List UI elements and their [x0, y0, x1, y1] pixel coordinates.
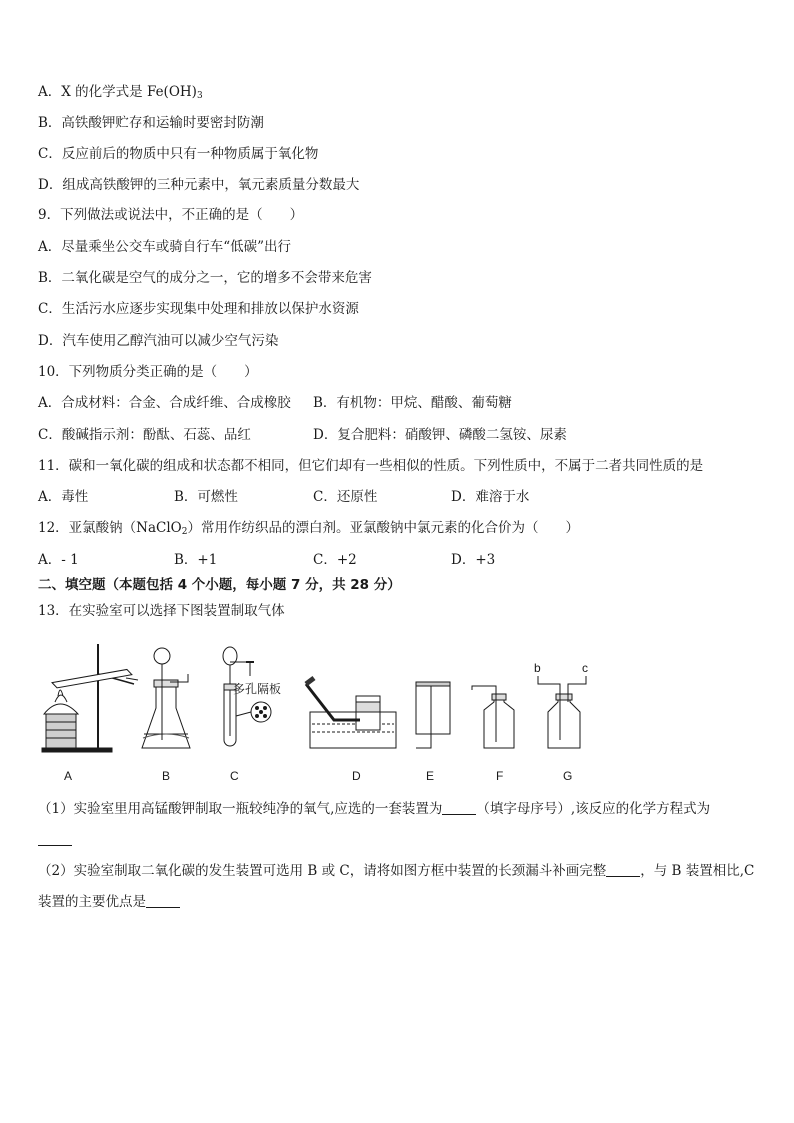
answer-blank[interactable]: [38, 831, 72, 846]
label-g: G: [563, 769, 573, 783]
port-c-label: c: [582, 661, 588, 675]
q9-option-d: D．汽车使用乙醇汽油可以减少空气污染: [38, 333, 279, 349]
q9-option-a: A．尽量乘坐公交车或骑自行车“低碳”出行: [38, 239, 292, 255]
q10-option-b: B．有机物：甲烷、醋酸、葡萄糖: [313, 395, 512, 411]
label-f: F: [496, 769, 504, 783]
q12-option-c: C．+2: [313, 552, 357, 568]
q10-option-d: D．复合肥料：硝酸钾、磷酸二氢铵、尿素: [313, 427, 567, 443]
q11-option-a: A．毒性: [38, 489, 89, 505]
q8-option-d: D．组成高铁酸钾的三种元素中，氧元素质量分数最大: [38, 177, 360, 193]
q8-option-b: B．高铁酸钾贮存和运输时要密封防潮: [38, 115, 264, 131]
port-b-label: b: [534, 661, 541, 675]
answer-blank[interactable]: [146, 893, 180, 908]
q12-option-d: D．+3: [451, 552, 496, 568]
perforated-plate-label: 多孔隔板: [233, 682, 282, 696]
apparatus-f: [472, 686, 514, 748]
q11-option-b: B．可燃性: [174, 489, 238, 505]
q8-option-c: C．反应前后的物质中只有一种物质属于氧化物: [38, 146, 319, 162]
apparatus-a: [42, 644, 138, 752]
lab-apparatus-figure: [38, 636, 648, 786]
label-b: B: [162, 769, 171, 783]
label-c: C: [230, 769, 239, 783]
q12-option-a: A．- 1: [38, 552, 79, 568]
q10-stem: 10．下列物质分类正确的是（ ）: [38, 364, 258, 380]
q8-option-a: A．X 的化学式是 $Fe(OH)_3$: [38, 84, 203, 101]
apparatus-g: [538, 676, 586, 748]
q11-option-d: D．难溶于水: [451, 489, 530, 505]
apparatus-e: [416, 682, 450, 748]
section-heading: 二、填空题（本题包括 4 个小题，每小题 7 分，共 28 分）: [38, 577, 401, 593]
q12-stem: 12．亚氯酸钠（NaClO$_2$）常用作纺织品的漂白剂。亚氯酸钠中氯元素的化合价为（ ）: [38, 520, 579, 537]
q10-option-c: C．酸碱指示剂：酚酞、石蕊、品红: [38, 427, 251, 443]
q13-part2: （2）实验室制取二氧化碳的发生装置可选用 B 或 C，请将如图方框中装置的长颈漏斗补画完整 ，与 B 装置相比,C 装置的主要优点是: [38, 863, 755, 910]
q11-stem: 11．碳和一氧化碳的组成和状态都不相同，但它们却有一些相似的性质。下列性质中，不属于二者共同性质的是: [38, 458, 704, 474]
apparatus-d: [306, 678, 396, 748]
q9-option-b: B．二氧化碳是空气的成分之一，它的增多不会带来危害: [38, 270, 372, 286]
q12-option-b: B．+1: [174, 552, 218, 568]
q13-stem: 13．在实验室可以选择下图装置制取气体: [38, 603, 285, 619]
label-d: D: [352, 769, 361, 783]
q9-option-c: C．生活污水应逐步实现集中处理和排放以保护水资源: [38, 301, 359, 317]
answer-blank[interactable]: [442, 800, 476, 815]
q11-option-c: C．还原性: [313, 489, 378, 505]
q13-part1: （1）实验室里用高锰酸钾制取一瓶较纯净的氧气,应选的一套装置为 （填字母序号）,该反应的化学方程式为: [38, 794, 768, 856]
q10-option-a: A．合成材料：合金、合成纤维、合成橡胶: [38, 395, 291, 411]
answer-blank[interactable]: [606, 862, 640, 877]
label-a: A: [64, 769, 73, 783]
apparatus-b: [142, 648, 190, 748]
apparatus-c: [223, 647, 271, 746]
label-e: E: [426, 769, 435, 783]
q9-stem: 9．下列做法或说法中，不正确的是（ ）: [38, 207, 304, 223]
